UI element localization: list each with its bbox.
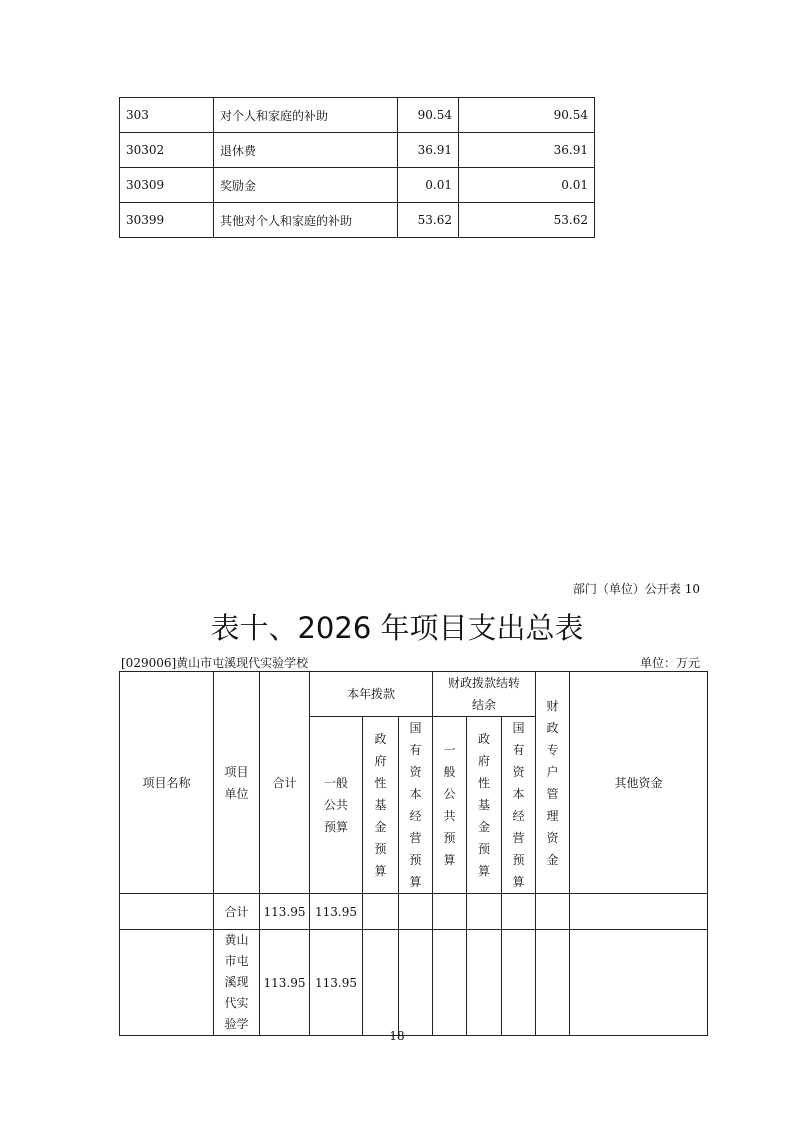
project-name [120,894,214,930]
total: 113.95 [260,930,310,1036]
table-label: 部门（单位）公开表 10 [572,582,700,596]
value: 53.62 [459,203,595,238]
table-row [120,98,595,133]
code: 30309 [120,168,214,203]
unit-label: 单位：万元 [639,656,700,670]
header-c6: 国有资本经营预算 [502,717,536,894]
org-name: [029006]黄山市屯溪现代实验学校 [121,656,309,670]
header-name: 项目名称 [120,672,214,894]
project-expense-table [119,671,708,1036]
table-row [120,133,595,168]
name: 其他对个人和家庭的补助 [214,203,398,238]
total: 113.95 [260,894,310,930]
general-budget: 113.95 [310,930,363,1036]
header-carry: 财政拨款结转结余 [433,672,536,717]
value: 90.54 [398,98,459,133]
header-special: 财政专户管理资金 [536,672,570,894]
page-number: 18 [389,1029,405,1043]
table-row [120,894,708,930]
header-c5: 政府性基金预算 [467,717,502,894]
header-current: 本年拨款 [310,672,433,717]
name: 奖励金 [214,168,398,203]
table-row [120,203,595,238]
project-name [120,930,214,1036]
value: 36.91 [398,133,459,168]
name: 对个人和家庭的补助 [214,98,398,133]
code: 30302 [120,133,214,168]
value: 0.01 [398,168,459,203]
header-unit: 项目单位 [214,672,260,894]
value: 90.54 [459,98,595,133]
header-c3: 国有资本经营预算 [399,717,433,894]
value: 0.01 [459,168,595,203]
name: 退休费 [214,133,398,168]
code: 30399 [120,203,214,238]
header-total: 合计 [260,672,310,894]
page-title: 表十、2026 年项目支出总表 [210,611,584,645]
expense-table [119,97,595,238]
header-other: 其他资金 [570,672,708,894]
header-c1: 一般公共预算 [310,717,363,894]
table-row [120,168,595,203]
table-row [120,930,708,1036]
code: 303 [120,98,214,133]
general-budget: 113.95 [310,894,363,930]
project-unit: 合计 [214,894,260,930]
header-c2: 政府性基金预算 [363,717,399,894]
header-c4: 一般公共预算 [433,717,467,894]
value: 53.62 [398,203,459,238]
value: 36.91 [459,133,595,168]
project-unit: 黄山市屯溪现代实验学 [214,930,260,1036]
